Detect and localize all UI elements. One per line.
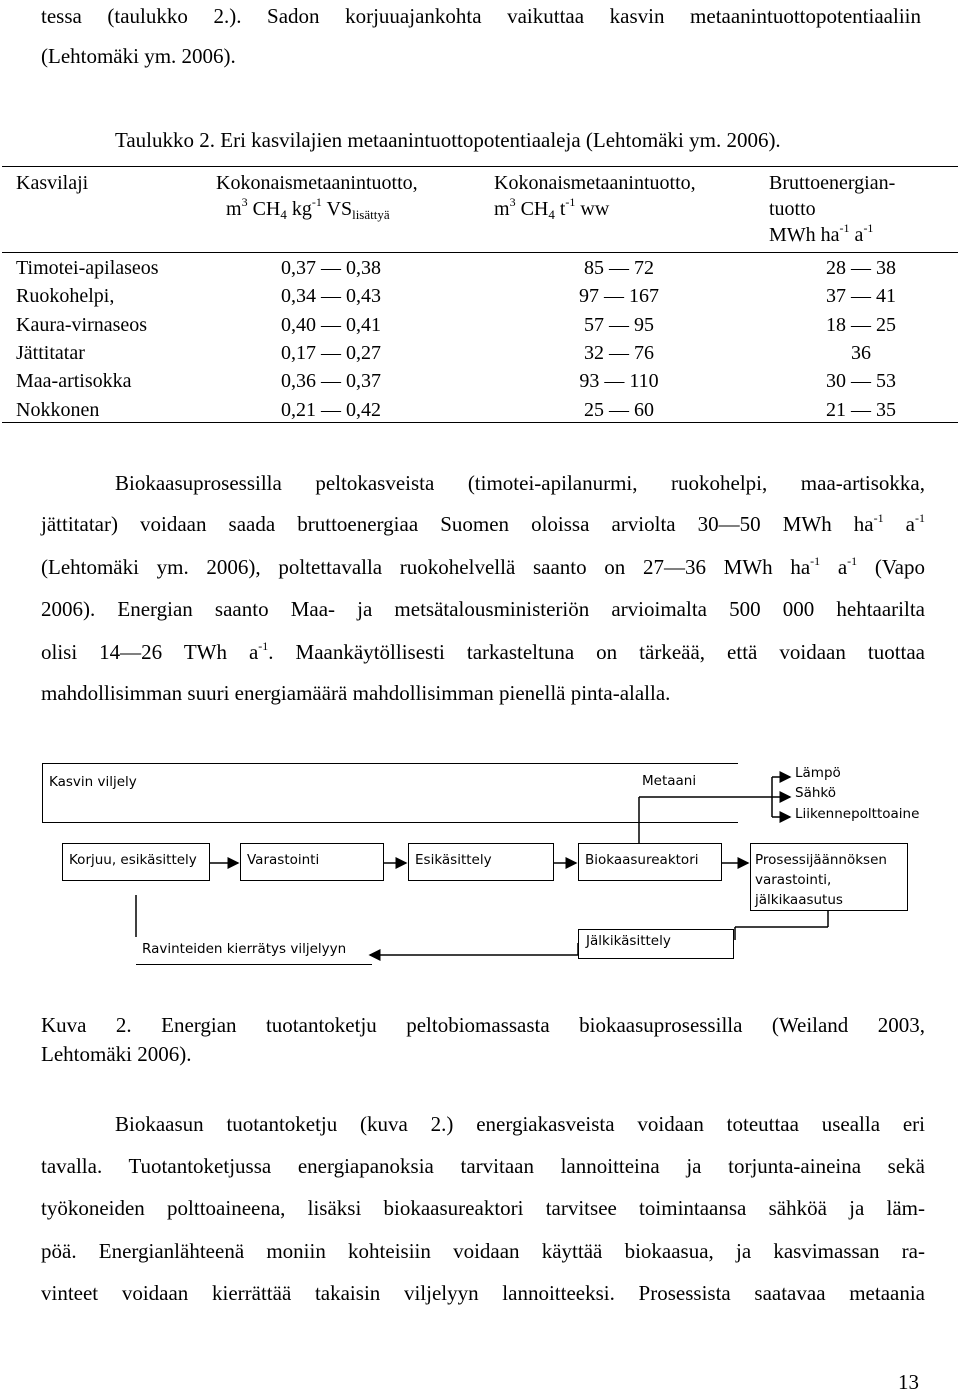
box-kasvin-viljely [42, 763, 738, 823]
para2-line-1: Biokaasun tuotantoketju (kuva 2.) energiakasveista voidaan toteuttaa usealla eri [115, 1112, 925, 1136]
table-cell-ww: 85 — 72 [584, 257, 654, 279]
table-cell-vs: 0,17 — 0,27 [281, 341, 381, 364]
header-col3-line1: Kokonaismetaanintuotto, [494, 172, 696, 194]
para2-line-5: vinteet voidaan kierrättää takaisin viljelyyn lannoitteeksi. Prosessista saatavaa metaania [41, 1281, 925, 1305]
figure-caption-line-1: Kuva 2. Energian tuotantoketju peltobiomassasta biokaasuprosessilla (Weiland 2003, [41, 1013, 925, 1037]
box-esikasittely [408, 843, 554, 881]
table-cell-mwh: 37 — 41 [826, 285, 896, 308]
table-bottom-rule [2, 422, 958, 423]
box-korjuu [62, 843, 210, 881]
para1-line-4: 2006). Energian saanto Maa- ja metsätalousministeriön arvioimalta 500 000 hehtaarilta [41, 597, 925, 621]
table-cell-ww: 25 — 60 [584, 398, 654, 421]
label-kasvin-viljely: Kasvin viljely [49, 774, 137, 790]
label-liikennepolttoaine: Liikennepolttoaine [795, 806, 920, 822]
intro-line-1: tessa (taulukko 2.). Sadon korjuuajankohta vaikuttaa kasvin metaanintuottopotentiaaliin [41, 4, 921, 28]
label-sahko: Sähkö [795, 785, 836, 801]
page-number: 13 [898, 1370, 919, 1394]
header-kasvilaji: Kasvilaji [16, 172, 89, 194]
table-cell-mwh: 21 — 35 [826, 398, 896, 421]
box-jalkikasittely-frame [578, 929, 734, 959]
label-ravinteiden: Ravinteiden kierrätys viljelyyn [142, 941, 347, 957]
table-top-rule [2, 166, 958, 167]
table-cell-mwh: 28 — 38 [826, 257, 896, 279]
header-col2-line1: Kokonaismetaanintuotto, [216, 172, 418, 194]
header-col4-line3: MWh $ha^{-1}$ $a^{-1}$ [769, 221, 874, 246]
header-col4 [769, 170, 895, 248]
box-ravinteiden [136, 937, 372, 965]
table-cell-vs: 0,34 — 0,43 [281, 285, 381, 308]
para2-line-3: työkoneiden polttoaineena, lisäksi biokaasureaktori tarvitsee toimintaansa sähköä ja läm- [41, 1196, 925, 1220]
para1-line-2: jättitatar) voidaan saada bruttoenergiaa Suomen oloissa arviolta 30—50 MWh $ha^{-1}$ $a^{-1}$ [41, 511, 925, 536]
box-varastointi [240, 843, 384, 881]
label-lampo: Lämpö [795, 765, 841, 781]
header-col2-line2: $m^3$ $CH_4$ $kg^{-1}$ $VS_{lisättyä}$ [226, 195, 390, 222]
para1-line-6: mahdollisimman suuri energiamäärä mahdollisimman pienellä pinta-alalla. [41, 681, 671, 705]
table-cell-vs: 0,21 — 0,42 [281, 398, 381, 421]
table-cell-ww: 57 — 95 [584, 313, 654, 336]
box-prosessijaannos [750, 843, 908, 911]
table-cell-vs: 0,36 — 0,37 [281, 370, 381, 393]
label-biokaasureaktori: Biokaasureaktori [585, 852, 699, 868]
table-cell-vs: 0,40 — 0,41 [281, 313, 381, 336]
table-header-rule [2, 252, 958, 253]
label-korjuu: Korjuu, esikäsittely [69, 852, 197, 868]
table-cell-ww: 93 — 110 [579, 370, 659, 393]
table-cell-ww: 32 — 76 [584, 341, 654, 364]
label-prosessijaannos: Prosessijäännöksen varastointi, jälkikaasutus [755, 852, 887, 908]
intro-line-2: (Lehtomäki ym. 2006). [41, 44, 236, 68]
table-cell-mwh: 30 — 53 [826, 370, 896, 393]
label-metaani: Metaani [642, 773, 697, 789]
header-col2 [216, 170, 418, 222]
table-cell-vs: 0,37 — 0,38 [281, 257, 381, 279]
para2-line-4: pöä. Energianlähteenä moniin kohteisiin voidaan käyttää biokaasua, ja kasvimassan ra- [41, 1239, 925, 1263]
figure-caption-line-2: Lehtomäki 2006). [41, 1042, 192, 1066]
table-cell-mwh: 18 — 25 [826, 313, 896, 336]
table-cell-mwh: 36 [851, 341, 871, 364]
table-cell-kasvilaji: Timotei-apilaseos [16, 257, 159, 279]
table-caption: Taulukko 2. Eri kasvilajien metaanintuottopotentiaaleja (Lehtomäki ym. 2006). [115, 128, 781, 152]
table-cell-kasvilaji: Nokkonen [16, 398, 100, 421]
box-biokaasureaktori [578, 843, 722, 881]
label-esikasittely: Esikäsittely [415, 852, 492, 868]
para1-line-1: Biokaasuprosessilla peltokasveista (timotei-apilanurmi, ruokohelpi, maa-artisokka, [115, 471, 925, 495]
header-col4-line2: tuotto [769, 198, 816, 220]
para2-line-2: tavalla. Tuotantoketjussa energiapanoksia tarvitaan lannoitteina ja torjunta-aineina sekä [41, 1154, 925, 1178]
production-chain-diagram [0, 755, 960, 995]
header-col3 [494, 170, 696, 222]
table-cell-kasvilaji: Ruokohelpi, [16, 285, 115, 308]
para1-line-3: (Lehtomäki ym. 2006), poltettavalla ruokohelvellä saanto on 27—36 MWh $ha^{-1}$ $a^{-1}$ (Vapo [41, 554, 926, 579]
label-jalkikasittely: Jälkikäsittely [586, 933, 671, 949]
header-col4-line1: Bruttoenergian- [769, 172, 896, 194]
table-cell-kasvilaji: Maa-artisokka [16, 370, 132, 393]
header-col3-line2: $m^3$ $CH_4$ $t^{-1}$ ww [494, 195, 610, 222]
table-cell-ww: 97 — 167 [579, 285, 659, 308]
para1-line-5: olisi 14—26 TWh $a^{-1}$. Maankäytöllisesti tarkasteltuna on tärkeää, että voidaan tuottaa [41, 639, 925, 664]
table-cell-kasvilaji: Kaura-virnaseos [16, 313, 148, 336]
label-varastointi: Varastointi [247, 852, 320, 868]
table-cell-kasvilaji: Jättitatar [16, 341, 85, 364]
